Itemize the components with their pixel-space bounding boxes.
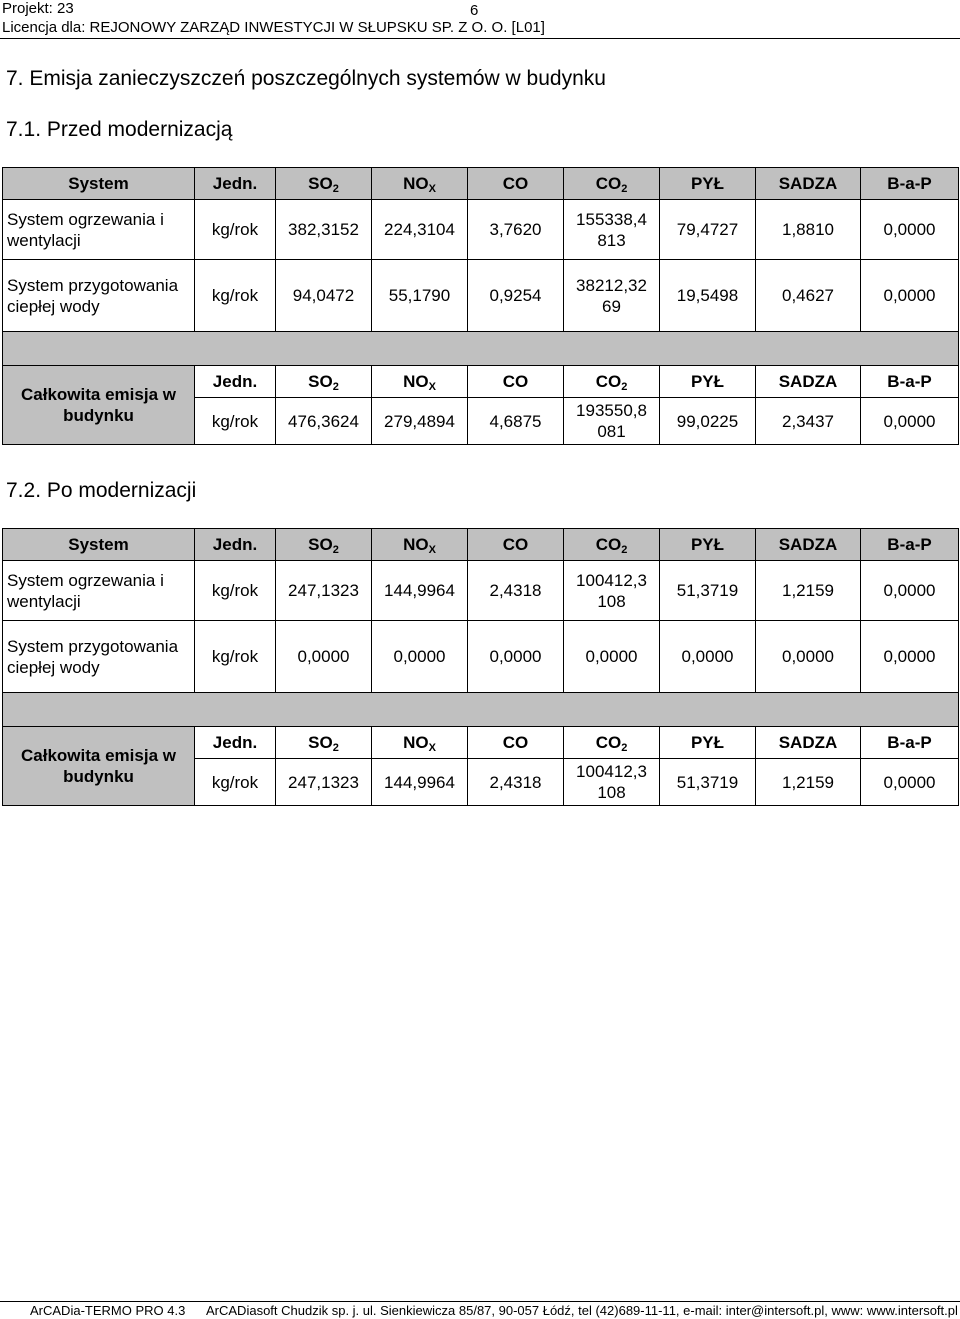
total-pyl: 51,3719 xyxy=(660,759,756,806)
col-so2: $SO_2$ xyxy=(276,727,372,759)
row-so2: 247,1323 xyxy=(276,561,372,621)
row-pyl: 51,3719 xyxy=(660,561,756,621)
license-label: Licencja dla: REJONOWY ZARZĄD INWESTYCJI W SŁUPSKU SP. Z O. O. [L01] xyxy=(2,19,545,36)
total-header-row xyxy=(3,727,959,759)
col-so2: $SO_2$ xyxy=(276,529,372,561)
table-row xyxy=(3,260,959,332)
col-nox: $NO_X$ xyxy=(372,168,468,200)
row-unit: kg/rok xyxy=(195,621,276,693)
row-nox: 224,3104 xyxy=(372,200,468,260)
table-row xyxy=(3,561,959,621)
table-row xyxy=(3,621,959,693)
total-unit: kg/rok xyxy=(195,398,276,445)
total-co2: 193550,8 081 xyxy=(564,398,660,445)
row-co: 0,0000 xyxy=(468,621,564,693)
row-system-name: System ogrzewania i wentylacji xyxy=(3,561,195,621)
row-pyl: 79,4727 xyxy=(660,200,756,260)
col-nox: $NO_X$ xyxy=(372,529,468,561)
col-pyl: PYŁ xyxy=(660,529,756,561)
row-bap: 0,0000 xyxy=(861,200,959,260)
row-sadza: 1,8810 xyxy=(756,200,861,260)
row-so2: 94,0472 xyxy=(276,260,372,332)
row-so2: 0,0000 xyxy=(276,621,372,693)
row-bap: 0,0000 xyxy=(861,561,959,621)
total-pyl: 99,0225 xyxy=(660,398,756,445)
row-system-name: System przygotowania ciepłej wody xyxy=(3,260,195,332)
row-unit: kg/rok xyxy=(195,561,276,621)
total-sadza: 1,2159 xyxy=(756,759,861,806)
row-system-name: System przygotowania ciepłej wody xyxy=(3,621,195,693)
col-system: System xyxy=(3,168,195,200)
row-so2: 382,3152 xyxy=(276,200,372,260)
col-jedn: Jedn. xyxy=(195,529,276,561)
col-co2: $CO_2$ xyxy=(564,168,660,200)
separator-row xyxy=(3,332,959,366)
col-bap: B-a-P xyxy=(861,727,959,759)
row-co2: 100412,3 108 xyxy=(564,561,660,621)
col-bap: B-a-P xyxy=(861,366,959,398)
row-system-name: System ogrzewania i wentylacji xyxy=(3,200,195,260)
row-co: 0,9254 xyxy=(468,260,564,332)
col-pyl: PYŁ xyxy=(660,727,756,759)
after-title: 7.2. Po modernizacji xyxy=(6,479,197,502)
row-bap: 0,0000 xyxy=(861,621,959,693)
col-so2: $SO_2$ xyxy=(276,168,372,200)
row-co: 3,7620 xyxy=(468,200,564,260)
emissions-table-after xyxy=(2,528,959,806)
total-so2: 476,3624 xyxy=(276,398,372,445)
row-sadza: 1,2159 xyxy=(756,561,861,621)
col-nox: $NO_X$ xyxy=(372,366,468,398)
total-label: Całkowita emisja w budynku xyxy=(3,366,195,445)
row-nox: 55,1790 xyxy=(372,260,468,332)
row-co2: 38212,32 69 xyxy=(564,260,660,332)
row-co2: 155338,4 813 xyxy=(564,200,660,260)
table-row xyxy=(3,200,959,260)
total-label: Całkowita emisja w budynku xyxy=(3,727,195,806)
total-unit: kg/rok xyxy=(195,759,276,806)
row-co: 2,4318 xyxy=(468,561,564,621)
total-nox: 279,4894 xyxy=(372,398,468,445)
row-unit: kg/rok xyxy=(195,200,276,260)
col-sadza: SADZA xyxy=(756,529,861,561)
before-title: 7.1. Przed modernizacją xyxy=(6,118,233,141)
row-unit: kg/rok xyxy=(195,260,276,332)
total-co2: 100412,3 108 xyxy=(564,759,660,806)
col-so2: $SO_2$ xyxy=(276,366,372,398)
row-sadza: 0,4627 xyxy=(756,260,861,332)
row-nox: 144,9964 xyxy=(372,561,468,621)
header-divider xyxy=(0,38,960,39)
col-sadza: SADZA xyxy=(756,366,861,398)
total-so2: 247,1323 xyxy=(276,759,372,806)
total-sadza: 2,3437 xyxy=(756,398,861,445)
col-co2: $CO_2$ xyxy=(564,727,660,759)
project-label: Projekt: 23 xyxy=(2,0,74,17)
col-co2: $CO_2$ xyxy=(564,366,660,398)
total-co: 4,6875 xyxy=(468,398,564,445)
row-co2: 0,0000 xyxy=(564,621,660,693)
col-system: System xyxy=(3,529,195,561)
col-bap: B-a-P xyxy=(861,168,959,200)
section-title: 7. Emisja zanieczyszczeń poszczególnych systemów w budynku xyxy=(6,67,606,90)
col-sadza: SADZA xyxy=(756,168,861,200)
col-pyl: PYŁ xyxy=(660,366,756,398)
emissions-table-before xyxy=(2,167,959,445)
col-sadza: SADZA xyxy=(756,727,861,759)
col-jedn: Jedn. xyxy=(195,168,276,200)
row-bap: 0,0000 xyxy=(861,260,959,332)
col-jedn: Jedn. xyxy=(195,727,276,759)
table-header-row xyxy=(3,529,959,561)
col-jedn: Jedn. xyxy=(195,366,276,398)
separator-row xyxy=(3,693,959,727)
col-pyl: PYŁ xyxy=(660,168,756,200)
col-co2: $CO_2$ xyxy=(564,529,660,561)
col-co: CO xyxy=(468,727,564,759)
total-bap: 0,0000 xyxy=(861,398,959,445)
total-nox: 144,9964 xyxy=(372,759,468,806)
table-header-row xyxy=(3,168,959,200)
footer-company: ArCADiasoft Chudzik sp. j. ul. Sienkiewicza 85/87, 90-057 Łódź, tel (42)689-11-11, e-mail: inter@intersoft.pl, www: www.intersoft.pl xyxy=(206,1303,958,1318)
col-nox: $NO_X$ xyxy=(372,727,468,759)
col-co: CO xyxy=(468,366,564,398)
col-bap: B-a-P xyxy=(861,529,959,561)
row-pyl: 0,0000 xyxy=(660,621,756,693)
col-co: CO xyxy=(468,168,564,200)
col-co: CO xyxy=(468,529,564,561)
row-sadza: 0,0000 xyxy=(756,621,861,693)
total-header-row xyxy=(3,366,959,398)
footer-software: ArCADia-TERMO PRO 4.3 xyxy=(30,1303,186,1318)
total-co: 2,4318 xyxy=(468,759,564,806)
row-nox: 0,0000 xyxy=(372,621,468,693)
page-number: 6 xyxy=(470,2,479,19)
row-pyl: 19,5498 xyxy=(660,260,756,332)
total-bap: 0,0000 xyxy=(861,759,959,806)
